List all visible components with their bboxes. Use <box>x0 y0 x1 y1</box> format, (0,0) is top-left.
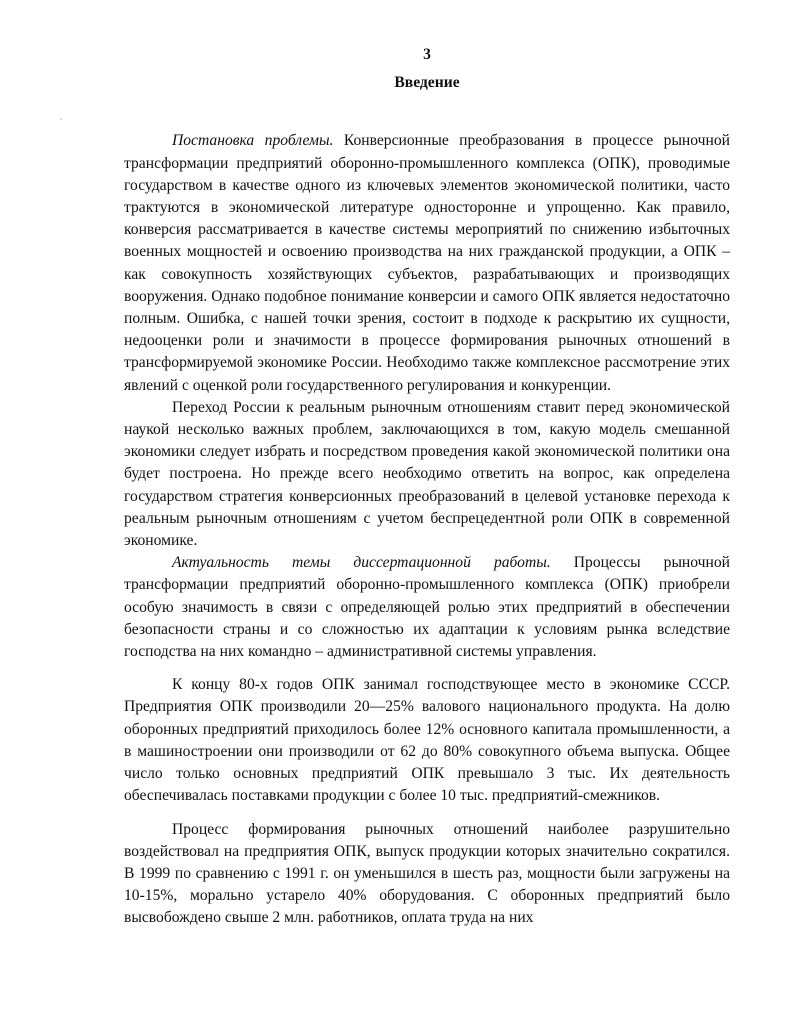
page-number: 3 <box>423 46 431 63</box>
paragraph-relevance <box>124 552 730 663</box>
paragraph-transition <box>124 397 730 552</box>
paragraph-opk-role <box>124 674 730 807</box>
section-heading: Введение <box>394 74 460 92</box>
paragraph-text: Процесс формирования рыночных отношений наиболее разрушительно воздействовал на предприятия ОПК, выпуск продукции которых значительно сократился. В 1999 по сравнению с 1991 г. он уменьшился в шесть раз, мощности были загружены на 10-15%, морально устарело 40% оборудования. С оборонных предприятий было высвобождено свыше 2 млн. работников, оплата труда на них <box>124 820 730 927</box>
scan-speck <box>60 118 62 120</box>
paragraph-market-impact <box>124 819 730 930</box>
paragraph-text: Переход России к реальным рыночным отношениям ставит перед экономической наукой несколько важных проблем, заключающихся в том, какую модель смешанной экономики следует избрать и посредством проведения какой экономической политики она будет построена. Но прежде всего необходимо ответить на вопрос, как определена государством стратегия конверсионных преобразований в целевой установке перехода к реальным рыночным отношениям с учетом беспрецедентной роли ОПК в современной экономике. <box>124 398 730 550</box>
paragraph-lead-relevance: Актуальность темы диссертационной работы. <box>172 554 551 572</box>
paragraph-lead-problem-statement: Постановка проблемы. <box>172 132 334 150</box>
paragraph-problem-statement <box>124 130 730 396</box>
paragraph-text: К концу 80-х годов ОПК занимал господствующее место в экономике СССР. Предприятия ОПК производили 20—25% валового национального продукта. На долю оборонных предприятий приходилось более 12% основного капитала промышленности, а в машиностроении они производили от 62 до 80% совокупного объема выпуска. Общее число только основных предприятий ОПК превышало 3 тыс. Их деятельность обеспечивалась поставками продукции с более 10 тыс. предприятий-смежников. <box>124 676 730 805</box>
document-page <box>124 44 730 930</box>
paragraph-text: Процессы рыночной трансформации предприятий оборонно-промышленного комплекса (ОПК) приобрели особую значимость в связи с определяющей ролью этих предприятий в обеспечении безопасности страны и со сложностью их адаптации к условиям рынка вследствие господства на них командно – административной системы управления. <box>124 554 731 661</box>
paragraph-text: Конверсионные преобразования в процессе рыночной трансформации предприятий оборонно-промышленного комплекса (ОПК), проводимые государством в качестве одного из ключевых элементов экономической политики, часто трактуются в экономической литературе односторонне и упрощенно. Как правило, конверсия рассматривается в качестве системы мероприятий по снижению избыточных военных мощностей и освоению производства на них гражданской продукции, а ОПК – как совокупность хозяйствующих субъектов, разрабатывающих и производящих вооружения. Однако подобное понимание конверсии и самого ОПК является недостаточно полным. Ошибка, с нашей точки зрения, состоит в подходе к раскрытию их сущности, недооценки роли и значимости в процессе формирования рыночных отношений в трансформируемой экономике России. Необходимо также комплексное рассмотрение этих явлений с оценкой роли государственного регулирования и конкуренции. <box>124 132 730 394</box>
